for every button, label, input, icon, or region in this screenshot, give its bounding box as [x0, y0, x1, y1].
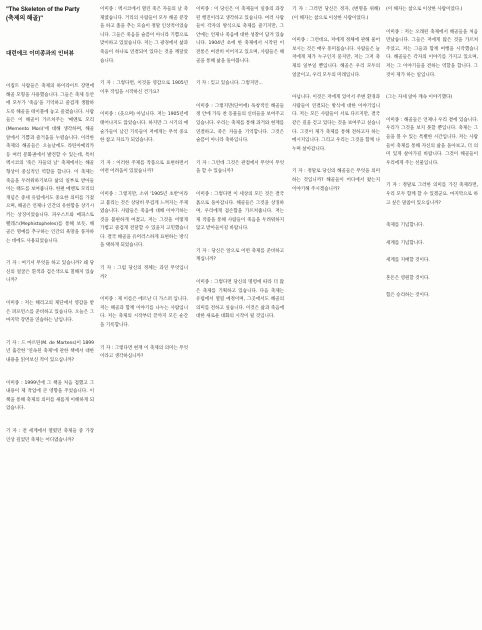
paragraph: 이미종 : 그렇지만, 소위 '1905년 초반'이라고 불리는 것은 상당히 무겁게 느껴지는 주제였습니다. 사람들은 죽음에 대해 이야기하는 것을 불편하게 여겼고, 저는 그것을 어떻게 가볍고 즐겁게 전달할 수 있을지 고민했습니다. 결국 해골을 유머러스하게 표현하는 방식을 택하게 되었습니다. — [100, 191, 188, 249]
paragraph: 이미종 : 해골들은 언제나 우리 곁에 있습니다. 우리가 그것을 보지 못할 뿐입니다. 축제는 그들을 볼 수 있는 특별한 시간입니다. 저는 사람들이 축제를 통해 자신의 삶을 돌아보고, 더 의미 있게 살아가길 바랍니다. 그것이 해골들이 우리에게 주는 선물입니다. — [386, 117, 478, 166]
paragraph: 기 자 : 전 세계에서 열렸던 축제들 중 가장 인상 깊었던 축제는 어디였습니까? — [6, 429, 94, 443]
paragraph: (그는 자세 앉아 계속 이야기했다) — [386, 95, 453, 101]
paragraph: 이미종 : 그렇지만(단어에) 독창적인 해골들 정 안에 가득 찬 동물들의 신비들을 보여주고 있습니다. 우리는 축제를 통해 과거와 현재를 연결하고, 죽은 자들을 기억합니다. 그것은 슬픔이 아니라 축하입니다. — [196, 103, 284, 144]
paragraph: 이미종 : 이 당신은 이 축제들이 일종의 과장된 행진이라고 생각하고 있습니다. 여러 사람들이 각자의 방식으로 축제를 즐기지만, 그 안에는 언제나 죽음에 대한 성찰이 담겨 있습니다. 1904년 초에 한 축제에서 시작된 이 전통은 여전히 이어지고 있으며, 사람들은 해골을 통해 삶을 돌아봅니다. — [196, 7, 284, 64]
article-title-line2: (축제의 해골)" — [6, 16, 44, 22]
paragraph: 기 자 : 그렇다면 현재 이 축제의 의미는 무엇이라고 생각하십니까? — [100, 345, 188, 360]
paragraph: 기 자 : 드 마르틴(M. de Martens)이 1899년 출간한 '연속된 축제'에 관한 책에서 대한 내용을 읽어보신 적이 있으십니까? — [6, 340, 94, 364]
column-4 — [292, 6, 380, 208]
column-2 — [100, 6, 188, 376]
paragraph: 이미종 : 그렇다면 당신의 명령에 따라 더 많은 축제를 기획하고 있습니다. 다음 축제는 유럽에서 열릴 예정이며, 그곳에서도 해골의 의미를 전하고 싶습니다. 이것은 삶과 죽음에 대한 새로운 대화의 시작이 될 것입니다. — [196, 280, 284, 320]
paragraph: 아닙니다. 이것은 저에게 있어서 주변 환경과 사람들이 연결되는 방식에 대한 이야기입니다. 저는 모든 사람들이 서로 다르지만, 결국 같은 길을 걷고 있다는 것을 보여주고 싶습니다. 그것이 제가 축제를 통해 전하고자 하는 메시지입니다. 그리고 우리는 그것을 함께 나누며 살아갑니다. — [292, 95, 380, 152]
paragraph: 기 자 : 그러면 당신은 정자, (변명을 위해) (이 해자는 참으로 이상한 사람이었다.) — [292, 7, 380, 21]
paragraph: 기 자 : 정말로 당신의 해골들은 무엇을 의미하는 것입니까? 해골들이 어디에서 왔는지 이야기해 주시겠습니까? — [292, 169, 380, 192]
closing-line: 혼돈은 영원할 것이다. — [386, 275, 430, 281]
paragraph: 이미종 : 저는 오래된 축제에서 해골들을 처음 만났습니다. 그들은 저에게 많은 것을 가르쳐 주었고, 저는 그들과 함께 여행을 시작했습니다. 해골들은 각자의 이야기를 가지고 있으며, 저는 그 이야기들을 전하는 역할을 합니다. 그것이 제가 하는 일입니다. — [386, 29, 478, 78]
column-1 — [6, 6, 94, 459]
paragraph: 이미종 : 그렇다면 이 세상의 모든 것은 결국 흙으로 돌아갑니다. 해골들은 그것을 상징하며, 우리에게 겸손함을 가르쳐줍니다. 저는 제 작품을 통해 사람들이 죽음을 두려워하지 않고 받아들이길 바랍니다. — [196, 191, 284, 232]
paragraph: 기 자 : 여기서 무엇을 하고 있습니까? 왜 당신의 얼굴은 흰색과 검은색으로 칠해져 있습니까? — [6, 261, 94, 284]
paragraph: 이미종 : 제 이름은 에르난 디 가스퍼 입니다. 저는 해골과 함께 이야기를 나누는 사람입니다. 저는 축제의 시작부터 끝까지 모든 순간을 기록합니다. — [100, 297, 188, 329]
column-5 — [386, 6, 478, 310]
paragraph: 이미종 : 1999년에 그 책을 처음 접했고 그 내용이 제 작업에 큰 영향을 주었습니다. 이 책을 통해 축제의 의미를 새롭게 이해하게 되었습니다. — [6, 380, 94, 412]
column-3 — [196, 6, 284, 336]
paragraph: 기 자 : 잊고 있습니다. 그렇지만... — [196, 81, 263, 87]
article-subtitle: 대런에크 이미종과의 인터뷰 — [6, 51, 75, 57]
paragraph: 기 자 : 정말로 그러한 의미를 가진 축제라면, 우리 모두 함께 할 수 있겠군요. 마지막으로 하고 싶은 말씀이 있으십니까? — [386, 183, 478, 206]
closing-line: 세계를 지배할 것이다. — [386, 258, 430, 264]
paragraph: 기 자 : 그렇다면, 이것을 영감으로 1905년 이후 작업을 시작하신 건가요? — [100, 81, 188, 95]
paragraph: 이미종 : 멕시코에서 열린 죽은 자들의 날 축제였습니다. 거리의 사람들이 모두 해골 분장을 하고 춤을 추는 모습이 정말 인상적이었습니다. 그들은 죽음을 슬픔이 아니라 기쁨으로 맞이하고 있었습니다. 저는 그 광경에서 삶과 죽음이 하나로 연결되어 있다는 것을 깨달았습니다. — [100, 7, 188, 64]
paragraph: 기 자 : 그런데 그것은 관점에서 무엇이 무엇을 할 수 있습니까? — [196, 160, 284, 175]
paragraph: 이미종 : 저는 해리고의 제단에서 영감을 받은 퍼포먼스를 준비하고 있습니다. 오늘은 그 마지막 장면을 연습하는 날입니다. — [6, 301, 94, 324]
closing-line: 세계를 기념합니다. — [386, 240, 424, 246]
closing-line: 축제를 기념합니다. — [386, 223, 424, 229]
paragraph: 이집트 사람들은 축제의 하이라이트 장면에 해골 모형을 사용했습니다. 그들은 축제 동안에 모두가 '죽음'을 기억하고 즐겁게 생활하도록 해골을 테이블에 놓고 즐겼습니다. 사람들은 이 해골이 가르쳐주는 '메멘토 모리(Memento Mori)'에 대해 생각하며, 해골 앞에서 기쁨과 즐거움을 누렸습니다. 이러한 축제의 해골들은 오늘날에도 라틴아메리카 등 여러 문화권에서 발견할 수 있는데, 특히 멕시코의 '죽은 자들의 날' 축제에서는 해골 형상이 중심적인 역할을 합니다. 이 축제는 죽음을 두려워하기보다 삶의 일부로 받아들이는 태도를 보여줍니다. 한편 메멘토 모리의 개념은 중세 유럽에서도 중요한 의미를 가졌으며, 해골은 언제나 인간의 유한함을 상기시키는 상징이었습니다. 파우스트와 메피스토펠레스(Mephistopheles)를 통해 보듯, 해골은 명예를 추구하는 인간의 욕망을 풍자하는 데에도 사용되었습니다. — [6, 84, 94, 244]
paragraph: 이미종 : 그런데요, 저에게 정체에 관해 물어보시는 것은 매우 흥미롭습니다. 사람들은 늘 저에게 제가 누구인지 묻지만, 저는 그저 축제의 일부일 뿐입니다. 해골은 우리 모두의 얼굴이고, 우리 모두의 미래입니다. — [292, 38, 380, 78]
paragraph: 기 자 : 그럼 당신의 정체는 과연 무엇입니까? — [100, 266, 188, 280]
paragraph: 기 자 : 당신은 앞으로 어떤 축제를 준비하고 계십니까? — [196, 248, 284, 263]
paragraph: (이 해자는 참으로 이상한 사람이었다.) — [386, 7, 463, 12]
article-title-line1: "The Skeleton of the Party — [6, 7, 80, 13]
paragraph: 이미종 : (웃으며) 아닙니다. 저는 1905년에 태어나지도 않았습니다. 하지만 그 시기의 예술가들이 남긴 기록들이 저에게는 무척 중요한 참고 자료가 되었습니다. — [100, 112, 188, 144]
closing-line: 힘은 승리하는 것이다. — [386, 293, 430, 299]
paragraph: 기 자 : 이러한 주제를 작품으로 표현하면서 어떤 어려움이 있었습니까? — [100, 160, 188, 175]
